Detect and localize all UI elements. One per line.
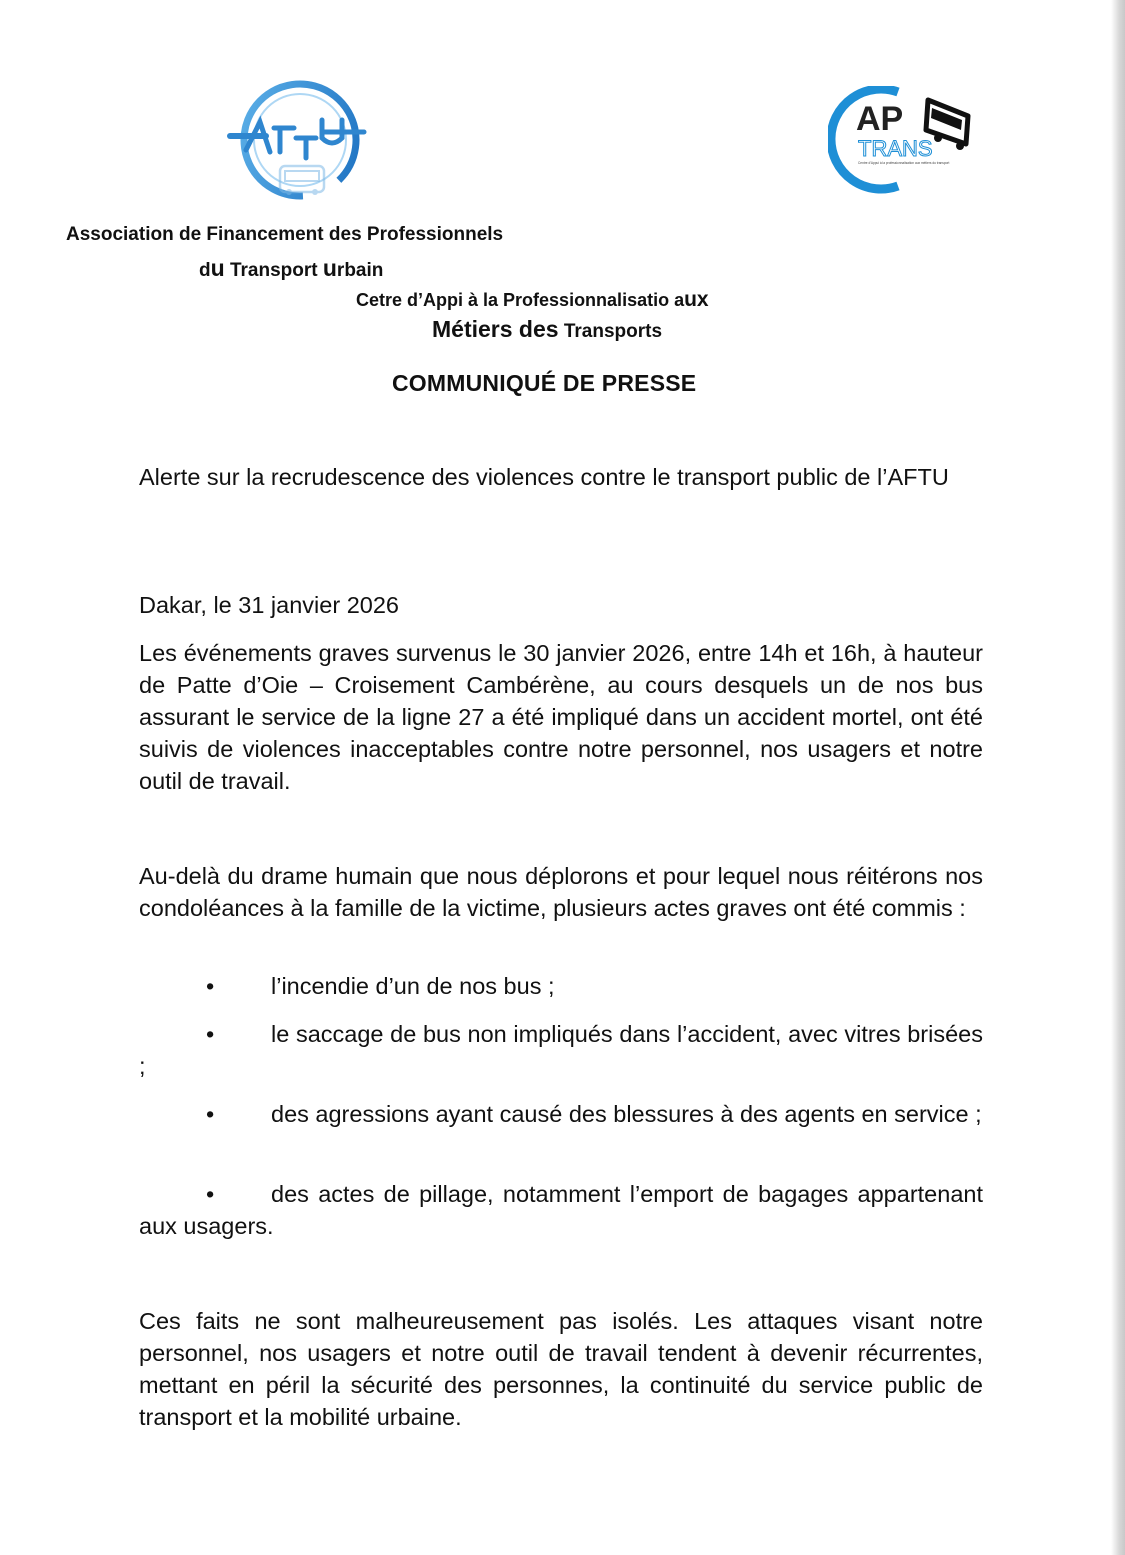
bus-icon [280,166,324,195]
bullet-icon: • [206,1181,215,1207]
alert-heading: Alerte sur la recrudescence des violences contre le transport public de l’AFTU [139,464,949,490]
paragraph-1: Les événements graves survenus le 30 janvier 2026, entre 14h et 16h, à hauteur de Patte d’Oie – Croisement Cambérène, au cours desquels un de nos bus assurant le service de la ligne 27 a été impliqué dans un accident mortel, ont été suivis de violences inacceptables contre notre personnel, nos usagers et notre outil de travail. [139,640,983,794]
aptrans-ap: AP [856,100,904,138]
paragraph-2: Au-delà du drame humain que nous déplorons et pour lequel nous réitérons nos condoléances à la famille de la victime, plusieurs actes graves ont été commis : [139,863,983,921]
org-name-line4: Métiers des Transports [432,316,663,342]
press-release-title: COMMUNIQUÉ DE PRESSE [392,370,697,396]
list-item: • des agressions ayant causé des blessures à des agents en service ; [139,1098,983,1130]
aptrans-logo [828,86,980,194]
org-name-line2: du Transport urbain [199,255,384,281]
aptrans-tagline: Centre d'Appui à la professionnalisation aux métiers du transport [858,161,950,165]
dateline: Dakar, le 31 janvier 2026 [139,592,399,618]
page-edge-shadow [1111,0,1125,1555]
bullet-icon: • [206,1101,215,1127]
aptrans-trans: TRANS [858,136,933,161]
list-item: • le saccage de bus non impliqués dans l’accident, avec vitres brisées ; [139,1018,983,1082]
org-name-line1: Association de Financement des Professionnels [66,224,504,245]
org-name-line3: Cetre d’Appi à la Professionnalisatio aux [356,288,709,311]
bullet-icon: • [206,1021,215,1047]
aftu-logo [226,78,368,203]
list-item: • des actes de pillage, notamment l’emport de bagages appartenant aux usagers. [139,1178,983,1242]
list-item: • l’incendie d’un de nos bus ; [139,970,983,1002]
bullet-icon: • [206,973,215,999]
paragraph-3: Ces faits ne sont malheureusement pas isolés. Les attaques visant notre personnel, nos usagers et notre outil de travail tendent à devenir récurrentes, mettant en péril la sécurité des personnes, la continuité du service public de transport et la mobilité urbaine. [139,1308,983,1430]
